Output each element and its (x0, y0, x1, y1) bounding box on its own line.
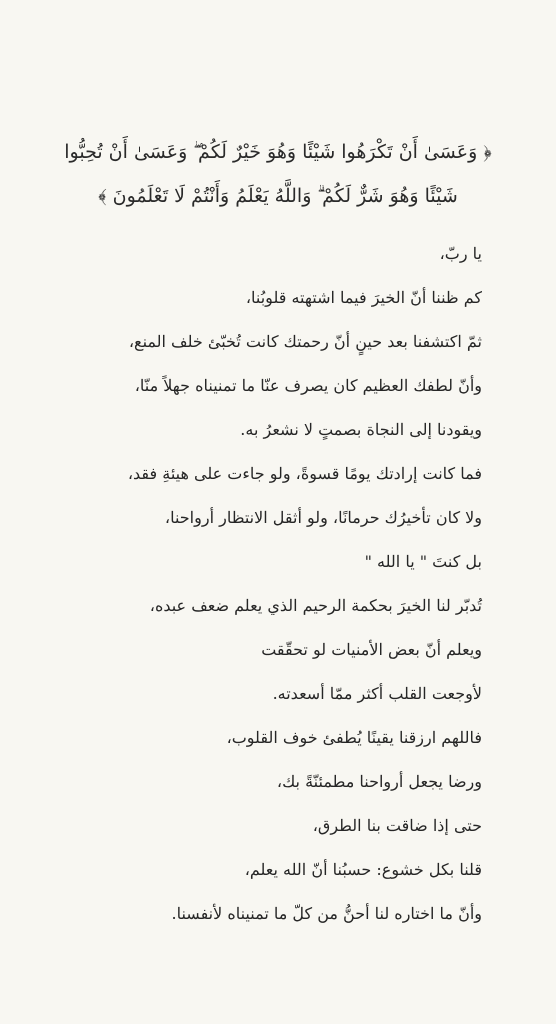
text-line: فاللهم ارزقنا يقينًا يُطفئ خوف القلوب، (226, 728, 482, 747)
text-line: لأوجعت القلب أكثر ممّا أسعدته. (272, 684, 482, 703)
quran-verse (30, 130, 526, 218)
verse-line-1: ﴿ وَعَسَىٰ أَنْ تَكْرَهُوا شَيْئًا وَهُوَ خَيْرٌ لَكُمْ ۖ وَعَسَىٰ أَنْ تُحِبُّوا (64, 141, 492, 163)
text-line: ولا كان تأخيرُك حرمانًا، ولو أثقل الانتظار أرواحنا، (164, 508, 482, 527)
text-line: ويقودنا إلى النجاة بصمتٍ لا نشعرُ به. (240, 420, 482, 439)
text-line: بل كنتَ " يا الله " (364, 552, 482, 571)
text-line: كم ظننا أنّ الخيرَ فيما اشتهته قلوبُنا، (245, 288, 482, 307)
text-line: قلنا بكل خشوع: حسبُنا أنّ الله يعلم، (244, 860, 482, 879)
text-line: وأنّ ما اختاره لنا أحنُّ من كلّ ما تمنيناه لأنفسنا. (171, 904, 482, 923)
text-line: ثمّ اكتشفنا بعد حينٍ أنّ رحمتك كانت تُخبّئ خلف المنع، (128, 332, 482, 351)
text-line: يا ربّ، (439, 244, 482, 263)
text-line: ويعلم أنّ بعض الأمنيات لو تحقّقت (261, 640, 482, 659)
text-line: وأنّ لطفك العظيم كان يصرف عنّا ما تمنيناه جهلاً منّا، (134, 376, 482, 395)
verse-line-2: شَيْئًا وَهُوَ شَرٌّ لَكُمْ ۗ وَاللَّهُ يَعْلَمُ وَأَنْتُمْ لَا تَعْلَمُونَ ﴾ (98, 185, 458, 207)
text-line: حتى إذا ضاقت بنا الطرق، (312, 816, 482, 835)
text-line: تُدبّر لنا الخيرَ بحكمة الرحيم الذي يعلم ضعف عبده، (149, 596, 482, 615)
supplication-text (40, 232, 482, 936)
text-line: فما كانت إرادتك يومًا قسوةً، ولو جاءت على هيئةِ فقد، (127, 464, 482, 483)
text-line: ورضا يجعل أرواحنا مطمئنّةً بك، (276, 772, 482, 791)
